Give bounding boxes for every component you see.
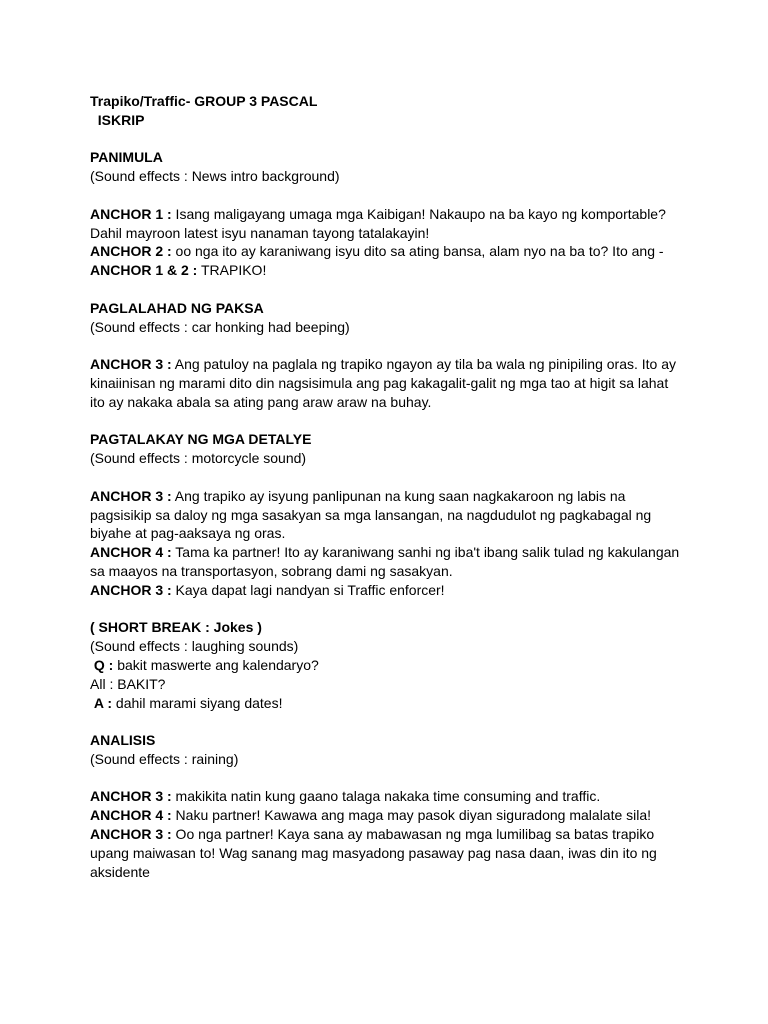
- dialogue-line: [90, 675, 690, 694]
- sound-effects-note: (Sound effects : raining): [90, 750, 239, 767]
- dialogue-text: biyahe at pag-aaksaya ng oras.: [90, 525, 286, 542]
- dialogue-text: dahil marami siyang dates!: [112, 694, 283, 711]
- speaker-label: ANCHOR 4 :: [90, 544, 172, 561]
- dialogue-line: [90, 863, 690, 882]
- dialogue-text: ito ay nakaka abala sa ating pang araw araw na buhay.: [90, 393, 432, 410]
- sound-effects-note: (Sound effects : car honking had beeping): [90, 318, 350, 335]
- speaker-label: ANCHOR 3 :: [90, 826, 172, 843]
- dialogue-text: Isang maligayang umaga mga Kaibigan! Nakaupo na ba kayo ng komportable?: [171, 205, 666, 222]
- speaker-label: Q :: [90, 656, 114, 673]
- dialogue-line: [90, 261, 690, 280]
- dialogue-text: kinaiinisan ng marami dito din nagsisimula ang pag kakagalit-galit ng mga tao at higit sa lahat: [90, 374, 669, 391]
- dialogue-line: [90, 374, 690, 393]
- section-heading-panimula: PANIMULA: [90, 149, 163, 166]
- section-heading-paglalahad: PAGLALAHAD NG PAKSA: [90, 299, 264, 316]
- dialogue-line: [90, 393, 690, 412]
- speaker-label: ANCHOR 3 :: [90, 356, 172, 373]
- dialogue-line: [90, 506, 690, 525]
- speaker-label: ANCHOR 1 :: [90, 205, 172, 222]
- speaker-label: ANCHOR 3 :: [90, 788, 172, 805]
- speaker-label: A :: [90, 694, 113, 711]
- script-document: [90, 92, 690, 881]
- dialogue-line: [90, 524, 690, 543]
- dialogue-text: bakit maswerte ang kalendaryo?: [113, 656, 319, 673]
- document-title: Trapiko/Traffic- GROUP 3 PASCAL: [90, 93, 318, 109]
- document-subtitle: ISKRIP: [90, 111, 145, 128]
- dialogue-text: upang maiwasan to! Wag sanang mag masyadong pasaway pag nasa daan, iwas din ito ng: [90, 844, 657, 861]
- dialogue-line: [90, 355, 690, 374]
- dialogue-text: aksidente: [90, 863, 150, 880]
- sound-effects-note: (Sound effects : News intro background): [90, 168, 340, 185]
- dialogue-text: All : BAKIT?: [90, 675, 166, 692]
- speaker-label: ANCHOR 1 & 2 :: [90, 262, 198, 279]
- dialogue-line: [90, 543, 690, 562]
- dialogue-line: [90, 242, 690, 261]
- dialogue-line: [90, 205, 690, 224]
- sound-effects-note: (Sound effects : motorcycle sound): [90, 450, 307, 467]
- section-heading-pagtalakay: PAGTALAKAY NG MGA DETALYE: [90, 431, 312, 448]
- dialogue-line: [90, 562, 690, 581]
- speaker-label: ANCHOR 4 :: [90, 807, 172, 824]
- dialogue-text: makikita natin kung gaano talaga nakaka time consuming and traffic.: [171, 788, 601, 805]
- sound-effects-note: (Sound effects : laughing sounds): [90, 638, 299, 655]
- speaker-label: ANCHOR 2 :: [90, 243, 172, 260]
- speaker-label: ANCHOR 3 :: [90, 581, 172, 598]
- dialogue-line: [90, 787, 690, 806]
- dialogue-line: [90, 694, 690, 713]
- dialogue-text: Dahil mayroon latest isyu nanaman tayong tatalakayin!: [90, 224, 430, 241]
- dialogue-line: [90, 844, 690, 863]
- speaker-label: ANCHOR 3 :: [90, 487, 172, 504]
- section-heading-short-break: ( SHORT BREAK : Jokes ): [90, 619, 262, 636]
- dialogue-text: sa maayos na transportasyon, sobrang dami ng sasakyan.: [90, 562, 453, 579]
- dialogue-text: Oo nga partner! Kaya sana ay mabawasan ng mga lumilibag sa batas trapiko: [171, 826, 655, 843]
- dialogue-line: [90, 224, 690, 243]
- dialogue-line: [90, 806, 690, 825]
- dialogue-text: pagsisikip sa daloy ng mga sasakyan sa mga lansangan, na nagdudulot ng pagkabagal ng: [90, 506, 652, 523]
- dialogue-text: oo nga ito ay karaniwang isyu dito sa ating bansa, alam nyo na ba to? Ito ang -: [171, 243, 664, 260]
- dialogue-text: Ang patuloy na paglala ng trapiko ngayon ay tila ba wala ng pinipiling oras. Ito ay: [171, 356, 677, 373]
- dialogue-text: Ang trapiko ay isyung panlipunan na kung saan nagkakaroon ng labis na: [171, 487, 626, 504]
- dialogue-line: [90, 581, 690, 600]
- dialogue-line: [90, 487, 690, 506]
- dialogue-text: Tama ka partner! Ito ay karaniwang sanhi ng iba't ibang salik tulad ng kakulangan: [171, 544, 680, 561]
- dialogue-text: Naku partner! Kawawa ang maga may pasok diyan siguradong malalate sila!: [171, 807, 652, 824]
- dialogue-text: Kaya dapat lagi nandyan si Traffic enforcer!: [171, 581, 445, 598]
- spacer: [90, 130, 690, 149]
- dialogue-line: [90, 825, 690, 844]
- dialogue-line: [90, 656, 690, 675]
- dialogue-text: TRAPIKO!: [197, 262, 267, 279]
- section-heading-analisis: ANALISIS: [90, 732, 156, 749]
